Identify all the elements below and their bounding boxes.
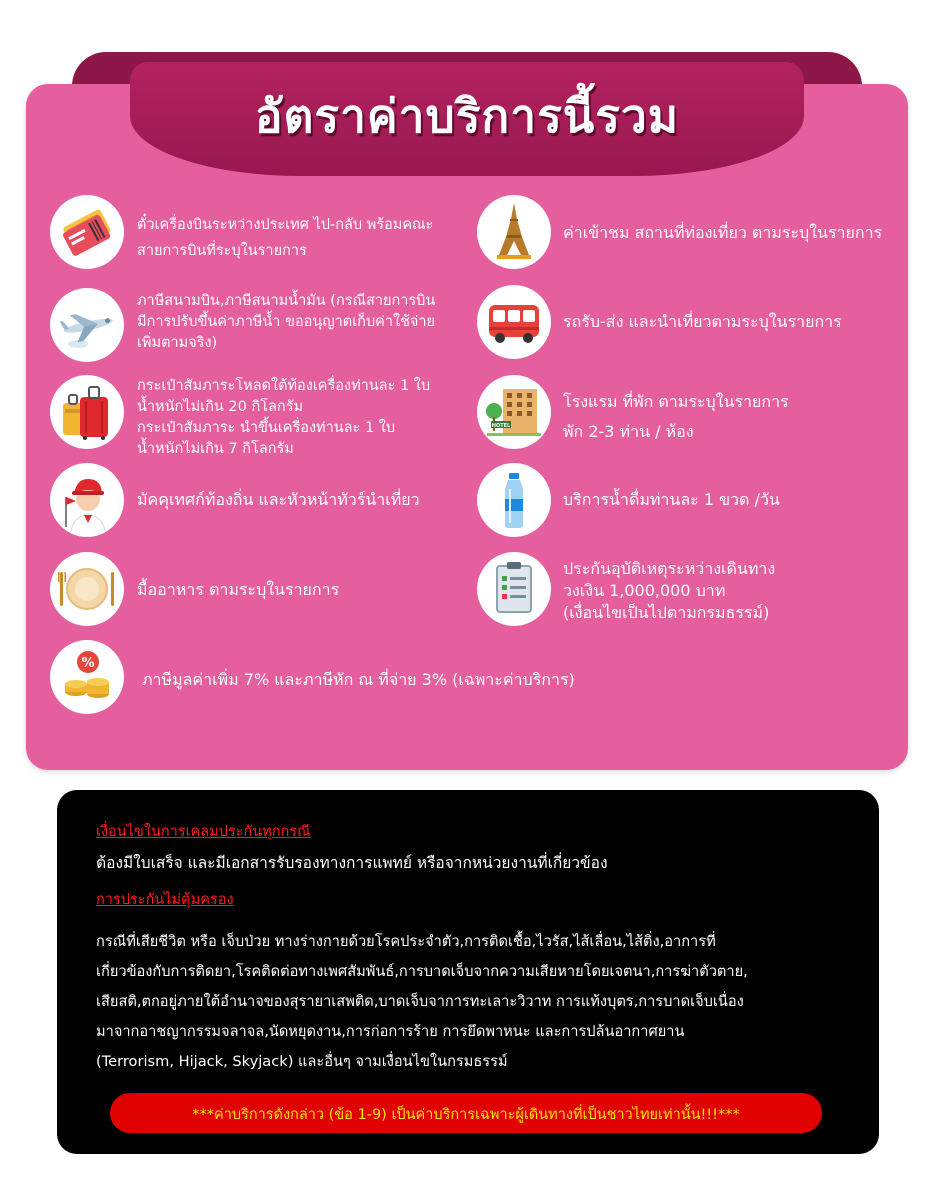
exclusion-line: กรณีที่เสียชีวิต หรือ เจ็บป่วย ทางร่างกายด้วยโรคประจำตัว,การติดเชื้อ,ไวรัส,ไส้เลื่อน,ไส้ติ่ง,อาการที่: [96, 933, 716, 950]
service-tax: ภาษีมูลค่าเพิ่ม 7% และภาษีหัก ณ ที่จ่าย 3% (เฉพาะค่าบริการ): [142, 670, 575, 689]
tour-guide-icon: [50, 463, 124, 537]
tour-bus-icon: [477, 285, 551, 359]
service-travel-insurance: ประกันอุบัติเหตุระหว่างเดินทาง วงเงิน 1,000,000 บาท (เงื่อนไขเป็นไปตามกรมธรรม์): [563, 559, 776, 622]
exclusion-line: เกี่ยวข้องกับการติดยา,โรคติดต่อทางเพศสัมพันธ์,การบาดเจ็บจากความเสียหายโดยเจตนา,การฆ่าตัวตาย,: [96, 963, 748, 980]
service-transfers: รถรับ-ส่ง และนำเที่ยวตามระบุในรายการ: [563, 312, 842, 331]
service-hotel: โรงแรม ที่พัก ตามระบุในรายการ พัก 2-3 ท่าน / ห้อง: [563, 392, 789, 441]
luggage-icon: [50, 375, 124, 449]
claim-conditions-text: ต้องมีใบเสร็จ และมีเอกสารรับรองทางการแพทย์ หรือจากหน่วยงานที่เกี่ยวข้อง: [96, 854, 608, 872]
exclusion-line: เสียสติ,ตกอยู่ภายใต้อำนาจของสุรายาเสพติด,บาดเจ็บจาการทะเลาะวิวาท การแท้งบุตร,การบาดเจ็บเนื่อง: [96, 993, 744, 1010]
meal-plate-icon: [50, 552, 124, 626]
exclusion-line: มาจากอาชญากรรมจลาจล,นัดหยุดงาน,การก่อการร้าย การยึดพาหนะ และการปล้นอากาศยาน: [96, 1023, 685, 1040]
exclusions-heading: การประกันไม่คุ้มครอง: [96, 892, 234, 908]
tax-coins-icon: [50, 640, 124, 714]
claim-conditions-heading: เงื่อนไขในการเคลมประกันทุกกรณี: [96, 824, 311, 840]
service-flight-tickets: ตั๋วเครื่องบินระหว่างประเทศ ไป-กลับ พร้อมคณะ สายการบินที่ระบุในรายการ: [137, 217, 434, 259]
service-tour-guide: มัคคุเทศก์ท้องถิ่น และหัวหน้าทัวร์นำเที่ยว: [137, 490, 420, 509]
thai-only-notice-text: ***ค่าบริการดังกล่าว (ข้อ 1-9) เป็นค่าบริการเฉพาะผู้เดินทางที่เป็นชาวไทยเท่านั้น!!!***: [192, 1107, 740, 1123]
insurance-clipboard-icon: [477, 552, 551, 626]
hotel-icon: [477, 375, 551, 449]
service-airport-fuel-tax: ภาษีสนามบิน,ภาษีสนามน้ำมัน (กรณีสายการบิน มีการปรับขึ้นค่าภาษีน้ำ ขออนุญาตเก็บค่าใช้จ่าย เพิ่มตามจริง): [137, 293, 436, 351]
service-drinking-water: บริการน้ำดื่มท่านละ 1 ขวด /วัน: [563, 490, 780, 509]
airplane-icon: [50, 288, 124, 362]
service-admission-fees: ค่าเข้าชม สถานที่ท่องเที่ยว ตามระบุในรายการ: [563, 223, 883, 242]
svg-text:%: %: [81, 656, 95, 671]
flight-tickets-icon: [50, 195, 124, 269]
eiffel-tower-icon: [477, 195, 551, 269]
service-baggage-allowance: กระเป๋าสัมภาระโหลดใต้ท้องเครื่องท่านละ 1 ใบ น้ำหนักไม่เกิน 20 กิโลกรัม กระเป๋าสัมภาระ นำขึ้นเครื่องท่านละ 1 ใบ น้ำหนักไม่เกิน 7 กิโลกรัม: [137, 378, 431, 457]
service-meals: มื้ออาหาร ตามระบุในรายการ: [137, 580, 340, 599]
exclusion-line: (Terrorism, Hijack, Skyjack) และอื่นๆ จามเงื่อนไขในกรมธรรม์: [96, 1053, 508, 1070]
page-title: อัตราค่าบริการนี้รวม: [254, 89, 680, 143]
svg-text:HOTEL: HOTEL: [491, 423, 511, 429]
water-bottle-icon: [477, 463, 551, 537]
